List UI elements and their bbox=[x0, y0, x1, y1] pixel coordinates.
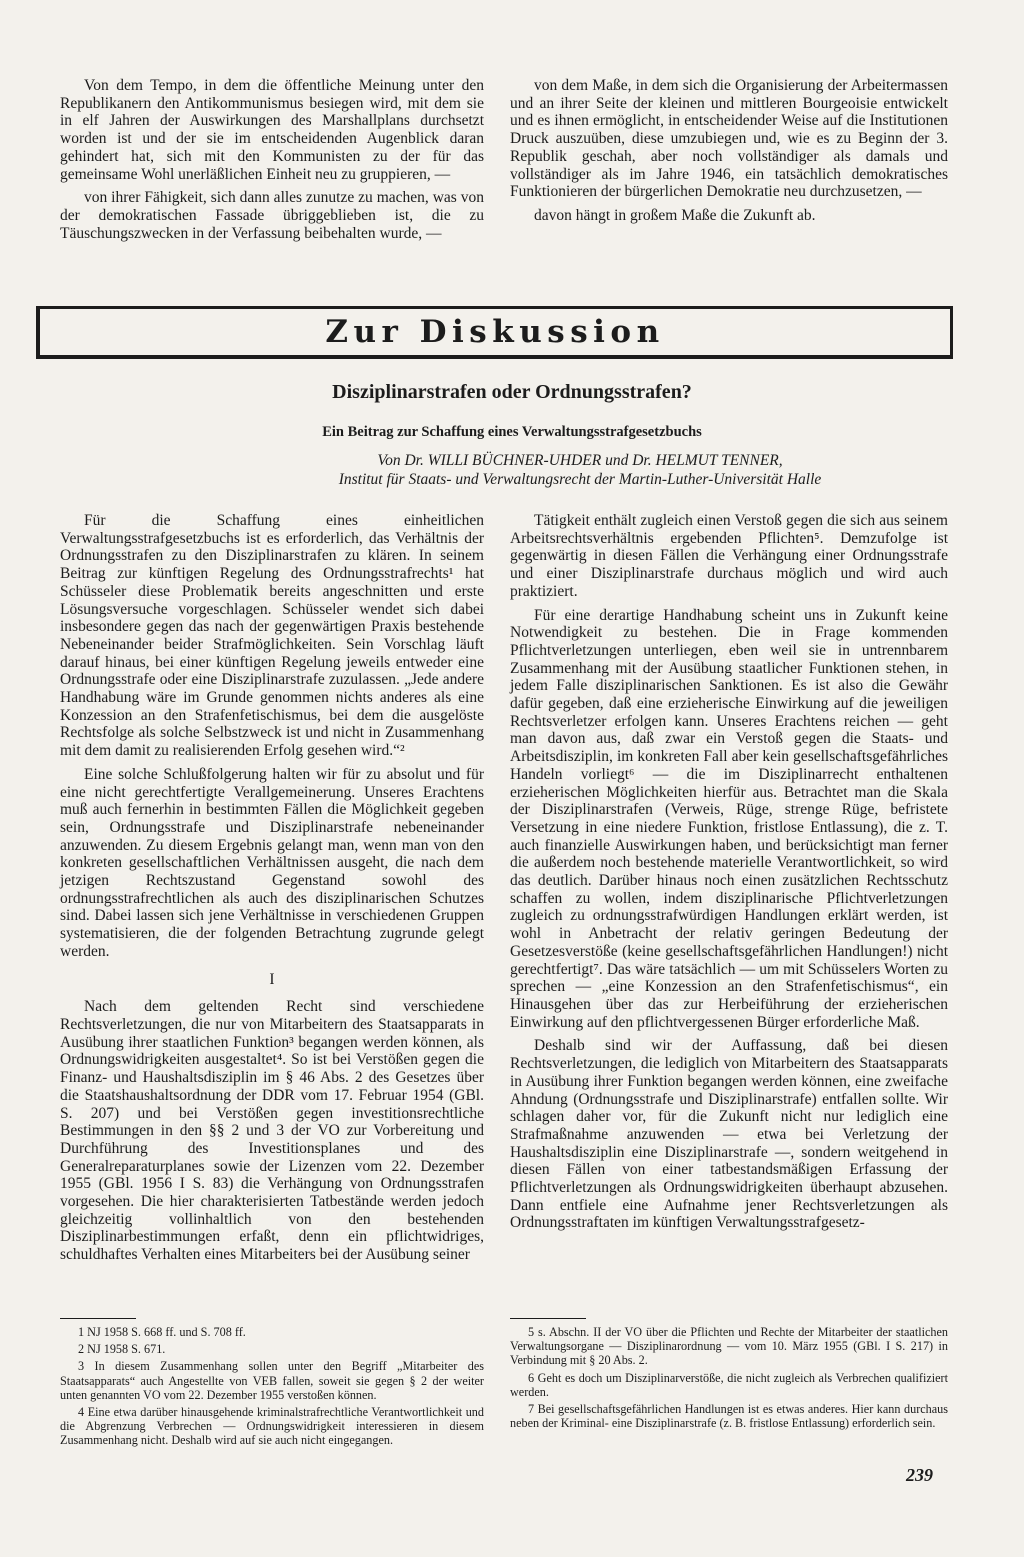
byline-institution: Institut für Staats- und Verwaltungsrecht der Martin-Luther-Universität Halle bbox=[338, 470, 822, 488]
paragraph: Nach dem geltenden Recht sind verschiedene Rechtsverletzungen, die nur von Mitarbeitern des Staatsapparats in Ausübung ihrer staatlichen Funktion³ begangen werden können, als Ordnungswidrigkeiten ausgestaltet⁴. So ist bei Verstößen gegen die Finanz- und Haushaltsdisziplin im § 46 Abs. 2 des Gesetzes über die Staatshaushaltsordnung der DDR vom 17. Februar 1954 (GBl. S. 207) und bei Verstößen gegen investitionsrechtliche Bestimmungen in den §§ 2 und 3 der VO zur Vorbereitung und Durchführung des Investitionsplanes und des Generalreparaturplanes sowie der Lizenzen vom 22. Dezember 1955 (GBl. 1956 I S. 83) die Verhängung von Ordnungsstrafen vorgesehen. Die hier charakterisierten Tatbestände werden jedoch gleichzeitig vollinhaltlich von den bestehenden Disziplinarbestimmungen erfaßt, denn ein pflichtwidriges, schuldhaftes Verhalten eines Mitarbeiters bei der Ausübung seiner bbox=[60, 998, 484, 1264]
footnote: 2 NJ 1958 S. 671. bbox=[78, 1342, 166, 1357]
section-number: I bbox=[269, 970, 275, 988]
footnote: 1 NJ 1958 S. 668 ff. und S. 708 ff. bbox=[78, 1325, 246, 1339]
article-subtitle: Ein Beitrag zur Schaffung eines Verwaltungsstrafgesetzbuchs bbox=[322, 424, 702, 440]
footnotes-right bbox=[510, 1325, 948, 1433]
paragraph: Eine solche Schlußfolgerung halten wir für zu absolut und für eine nicht gerechtfertigte Verallgemeinerung. Unseres Erachtens muß auch fernerhin in bestimmten Fällen die Möglichkeit gegeben sein, Ordnungsstrafe und Disziplinarstrafe nebeneinander anzuwenden. Zu diesem Ergebnis gelangt man, wenn man von den konkreten gesellschaftlichen Verhältnissen ausgeht, die nach dem jetzigen Rechtszustand Gegenstand sowohl des ordnungsstrafrechtlichen als auch des disziplinarischen Schutzes sind. Dabei lassen sich jene Verhältnisse in verschiedenen Gruppen systematisieren, die der folgenden Betrachtung zugrunde gelegt werden. bbox=[60, 765, 484, 960]
footnote: 3 In diesem Zusammenhang sollen unter den Begriff „Mitarbeiter des Staatsapparats“ auch Angestellte von VEB fallen, soweit sie gegen § 2 der weiter unten genannten VO vom 22. Dezember 1955 verstoßen können. bbox=[60, 1359, 484, 1402]
page-number: 239 bbox=[906, 1465, 933, 1485]
paragraph: von ihrer Fähigkeit, sich dann alles zunutze zu machen, was von der demokratischen Fassade übriggeblieben ist, die zu Täuschungszwecken in der Verfassung beibehalten wurde, — bbox=[60, 189, 484, 242]
top-right-column bbox=[510, 77, 948, 225]
footnote-rule bbox=[60, 1318, 136, 1319]
section-banner-title: Zur Diskussion bbox=[325, 314, 665, 350]
paragraph: davon hängt in großem Maße die Zukunft ab. bbox=[534, 206, 816, 224]
article-left-column bbox=[60, 512, 484, 1264]
paragraph: von dem Maße, in dem sich die Organisierung der Arbeitermassen und an ihrer Seite der kleinen und mittleren Bourgeoisie entwickelt und es ihnen ermöglicht, in entscheidender Weise auf die Institutionen Druck auszuüben, diese umzubiegen und, wie es zu Beginn der 3. Republik geschah, aber noch vollständiger als damals und vollständiger als im Jahre 1946, ein tatsächlich demokratisches Funktionieren der bürgerlichen Demokratie neu durchzusetzen, — bbox=[510, 77, 948, 201]
paragraph: Tätigkeit enthält zugleich einen Verstoß gegen die sich aus seinem Arbeitsrechtsverhältnis ergebenden Pflichten⁵. Demzufolge ist gegenwärtig in diesen Fällen die Verhängung einer Ordnungsstrafe und einer Disziplinarstrafe durchaus möglich und wird auch praktiziert. bbox=[510, 512, 948, 600]
footnote: 7 Bei gesellschaftsgefährlichen Handlungen ist es etwas anderes. Hier kann durchaus neben der Kriminal- eine Disziplinarstrafe (z. B. fristlose Entlassung) erforderlich sein. bbox=[510, 1402, 948, 1431]
article-title: Disziplinarstrafen oder Ordnungsstrafen? bbox=[332, 381, 692, 403]
footnote: 4 Eine etwa darüber hinausgehende kriminalstrafrechtliche Verantwortlichkeit und die Abgrenzung Verbrechen — Ordnungswidrigkeit interessieren in diesem Zusammenhang nicht. Deshalb wird auf sie auch nicht eingegangen. bbox=[60, 1405, 484, 1448]
paragraph: Für eine derartige Handhabung scheint uns in Zukunft keine Notwendigkeit zu bestehen. Die in Frage kommenden Pflichtverletzungen unterliegen, eben weil sie in untrennbarem Zusammenhang mit der Ausübung staatlicher Funktionen stehen, in jedem Falle disziplinarischen Sanktionen. Es ist also die Gewähr dafür gegeben, daß eine erzieherische Einwirkung auf die jeweiligen Rechtsverletzer erfolgen kann. Unseres Erachtens reichen — geht man davon aus, daß zwar ein Verstoß gegen die Staats- und Arbeitsdisziplin, im konkreten Fall aber kein gesellschaftsgefährliches Handeln vorliegt⁶ — die im Disziplinarrecht enthaltenen erzieherischen Möglichkeiten hierfür aus. Betrachtet man die Skala der Disziplinarstrafen (Verweis, Rüge, strenge Rüge, befristete Versetzung in eine niedere Funktion, fristlose Entlassung), die z. T. auch finanzielle Auswirkungen haben, und berücksichtigt man ferner die außerdem noch bestehende materielle Verantwortlichkeit, so wird das deutlich. Darüber hinaus noch einen zusätzlichen Rechtsschutz schaffen zu wollen, indem disziplinarische Pflichtverletzungen zugleich zu ordnungsstrafwürdigen Handlungen erklärt werden, ist wohl in Anbetracht der relativ geringen Bedeutung der Gesetzesverstöße (keine gesellschaftsgefährlichen Handlungen!) nicht gerechtfertigt⁷. Das wäre tatsächlich — um mit Schüsselers Worten zu sprechen — „eine Konzession an den Strafenfetischismus“, ein Hinausgehen über das zur Herbeiführung der erzieherischen Einwirkung auf den pflichtvergessenen Bürger erforderliche Maß. bbox=[510, 606, 948, 1031]
paragraph: Deshalb sind wir der Auffassung, daß bei diesen Rechtsverletzungen, die lediglich von Mitarbeitern des Staatsapparats in Ausübung ihrer Funktion begangen werden können, eine zweifache Ahndung (Ordnungsstrafe und Disziplinarstrafe) entfallen sollte. Wir schlagen daher vor, für die Zukunft nicht nur lediglich eine Strafmaßnahme anzuwenden — etwa bei Verletzung der Haushaltsdisziplin eine Disziplinarstrafe —, sondern weitgehend in diesen Fällen von einer tatbestandsmäßigen Erfassung der Pflichtverletzungen als Ordnungswidrigkeiten überhaupt abzusehen. Dann entfiele eine Aufnahme jener Rechtsverletzungen als Ordnungsstraftaten im künftigen Verwaltungsstrafgesetz- bbox=[510, 1037, 948, 1232]
byline bbox=[180, 452, 980, 489]
byline-authors: Von Dr. WILLI BÜCHNER-UHDER und Dr. HELMUT TENNER, bbox=[377, 452, 783, 469]
footnote: 5 s. Abschn. II der VO über die Pflichten und Rechte der Mitarbeiter der staatlichen Verwaltungsorgane — Disziplinarordnung — vom 10. März 1955 (GBl. I S. 217) in Verbindung mit § 20 Abs. 2. bbox=[510, 1325, 948, 1368]
footnote: 6 Geht es doch um Disziplinarverstöße, die nicht zugleich als Verbrechen qualifiziert werden. bbox=[510, 1370, 948, 1399]
paragraph: Für die Schaffung eines einheitlichen Verwaltungsstrafgesetzbuchs ist es erforderlich, das Verhältnis der Ordnungsstrafen zu den Disziplinarstrafen zu klären. In seinem Beitrag zur künftigen Regelung des Ordnungsstrafrechts¹ hat Schüsseler diese Problematik bereits angeschnitten und erste Lösungsversuche vorgeschlagen. Schüsseler wendet sich dabei insbesondere gegen das nach der gegenwärtigen Praxis bestehende Nebeneinander beider Strafmöglichkeiten. Sein Vorschlag läuft darauf hinaus, bei einer künftigen Regelung jeweils entweder eine Ordnungsstrafe oder eine Disziplinarstrafe zuzulassen. „Jede andere Handhabung wäre im Grunde genommen nichts anderes als eine Konzession an den Strafenfetischismus, bei dem die ausgelöste Rechtsfolge als solche Selbstzweck ist und nicht in Zusammenhang mit dem damit zu realisierenden Erfolg gesehen wird.“² bbox=[60, 512, 484, 760]
section-banner bbox=[36, 306, 953, 359]
article-right-column bbox=[510, 512, 948, 1232]
top-left-column bbox=[60, 77, 484, 242]
footnotes-left bbox=[60, 1325, 484, 1451]
footnote-rule bbox=[510, 1318, 586, 1319]
paragraph: Von dem Tempo, in dem die öffentliche Meinung unter den Republikanern den Antikommunismus besiegen wird, mit dem sie in elf Jahren der Auswirkungen des Marshallplans durchsetzt worden ist und der sie im entscheidenden Augenblick daran gehindert hat, sich mit den Kommunisten zu der für das gemeinsame Wohl unerläßlichen Einheit neu zu gruppieren, — bbox=[60, 77, 484, 183]
